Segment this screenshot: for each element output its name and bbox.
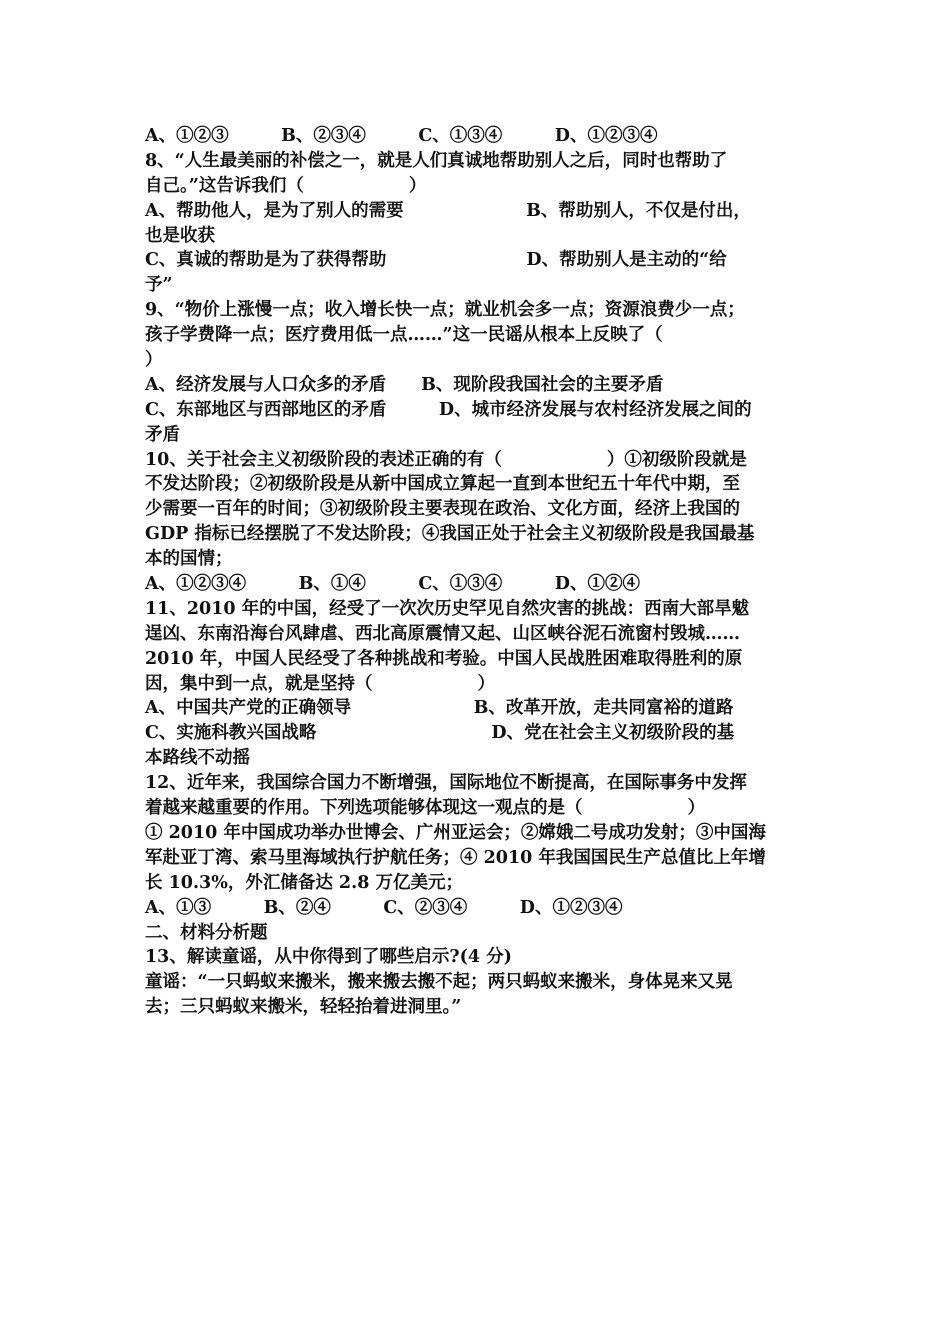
q9-options-line-1: A、经济发展与人口众多的矛盾 B、现阶段我国社会的主要矛盾	[145, 374, 664, 395]
q13-material-line-2: 去；三只蚂蚁来搬米，轻轻抬着进洞里。”	[145, 997, 462, 1018]
q8-options-line-1: A、帮助他人，是为了别人的需要 B、帮助别人，不仅是付出，	[145, 200, 751, 221]
q10-stem-line-2: 不发达阶段；②初级阶段是从新中国成立算起一直到本世纪五十年代中期，至	[145, 474, 740, 495]
section-heading: 二、材料分析题	[145, 922, 268, 943]
q8-options-line-2: 也是收获	[145, 225, 215, 246]
q8-stem-line-1: 8、“人生最美丽的补偿之一，就是人们真诚地帮助别人之后，同时也帮助了	[145, 150, 728, 171]
q12-stem-line-4: 军赴亚丁湾、索马里海域执行护航任务；④ 2010 年我国国民生产总值比上年增	[145, 847, 766, 868]
q11-options-line-3: 本路线不动摇	[145, 748, 250, 769]
q12-stem-line-5: 长 10.3%，外汇储备达 2.8 万亿美元；	[145, 872, 463, 893]
q8-options-line-3: C、真诚的帮助是为了获得帮助 D、帮助别人是主动的“给	[145, 250, 727, 271]
q9-options-line-2: C、东部地区与西部地区的矛盾 D、城市经济发展与农村经济发展之间的	[145, 399, 752, 420]
q13-stem: 13、解读童谣，从中你得到了哪些启示?(4 分)	[145, 947, 512, 968]
q8-options-line-4: 予”	[145, 275, 173, 296]
q9-options-line-3: 矛盾	[145, 424, 180, 445]
q12-options: A、①③ B、②④ C、②③④ D、①②③④	[145, 897, 623, 918]
q11-options-line-2: C、实施科教兴国战略 D、党在社会主义初级阶段的基	[145, 723, 735, 744]
q7-options: A、①②③ B、②③④ C、①③④ D、①②③④	[145, 126, 658, 146]
q12-stem-line-1: 12、近年来，我国综合国力不断增强，国际地位不断提高，在国际事务中发挥	[145, 773, 747, 794]
q8-stem-line-2: 自己。”这告诉我们（ ）	[145, 175, 427, 196]
q11-options-line-1: A、中国共产党的正确领导 B、改革开放，走共同富裕的道路	[145, 698, 734, 719]
document-page	[145, 124, 810, 1020]
q10-stem-line-4: GDP 指标已经摆脱了不发达阶段；④我国正处于社会主义初级阶段是我国最基	[145, 524, 755, 545]
q10-options: A、①②③④ B、①④ C、①③④ D、①②④	[145, 574, 640, 595]
q11-stem-line-4: 因，集中到一点，就是坚持（ ）	[145, 673, 495, 694]
q9-stem-line-3: ）	[145, 350, 163, 371]
q13-material-line-1: 童谣：“一只蚂蚁来搬米，搬来搬去搬不起；两只蚂蚁来搬米，身体晃来又晃	[145, 972, 733, 993]
q11-stem-line-3: 2010 年，中国人民经受了各种挑战和考验。中国人民战胜困难取得胜利的原	[145, 648, 743, 669]
q9-stem-line-1: 9、“物价上涨慢一点；收入增长快一点；就业机会多一点；资源浪费少一点；	[145, 300, 745, 321]
q11-stem-line-1: 11、2010 年的中国，经受了一次次历史罕见自然灾害的挑战：西南大部旱魃	[145, 598, 750, 619]
q11-stem-line-2: 逞凶、东南沿海台风肆虐、西北高原震情又起、山区峡谷泥石流窗村毁城……	[145, 623, 740, 644]
q10-stem-line-3: 少需要一百年的时间；③初级阶段主要表现在政治、文化方面，经济上我国的	[145, 499, 740, 520]
q12-stem-line-3: ① 2010 年中国成功举办世博会、广州亚运会；②嫦娥二号成功发射；③中国海	[145, 822, 766, 843]
q10-stem-line-5: 本的国情；	[145, 549, 233, 570]
q9-stem-line-2: 孩子学费降一点；医疗费用低一点……”这一民谣从根本上反映了（	[145, 325, 663, 346]
q12-stem-line-2: 着越来越重要的作用。下列选项能够体现这一观点的是（ ）	[145, 798, 705, 819]
q10-stem-line-1: 10、关于社会主义初级阶段的表述正确的有（ ）①初级阶段就是	[145, 449, 747, 470]
